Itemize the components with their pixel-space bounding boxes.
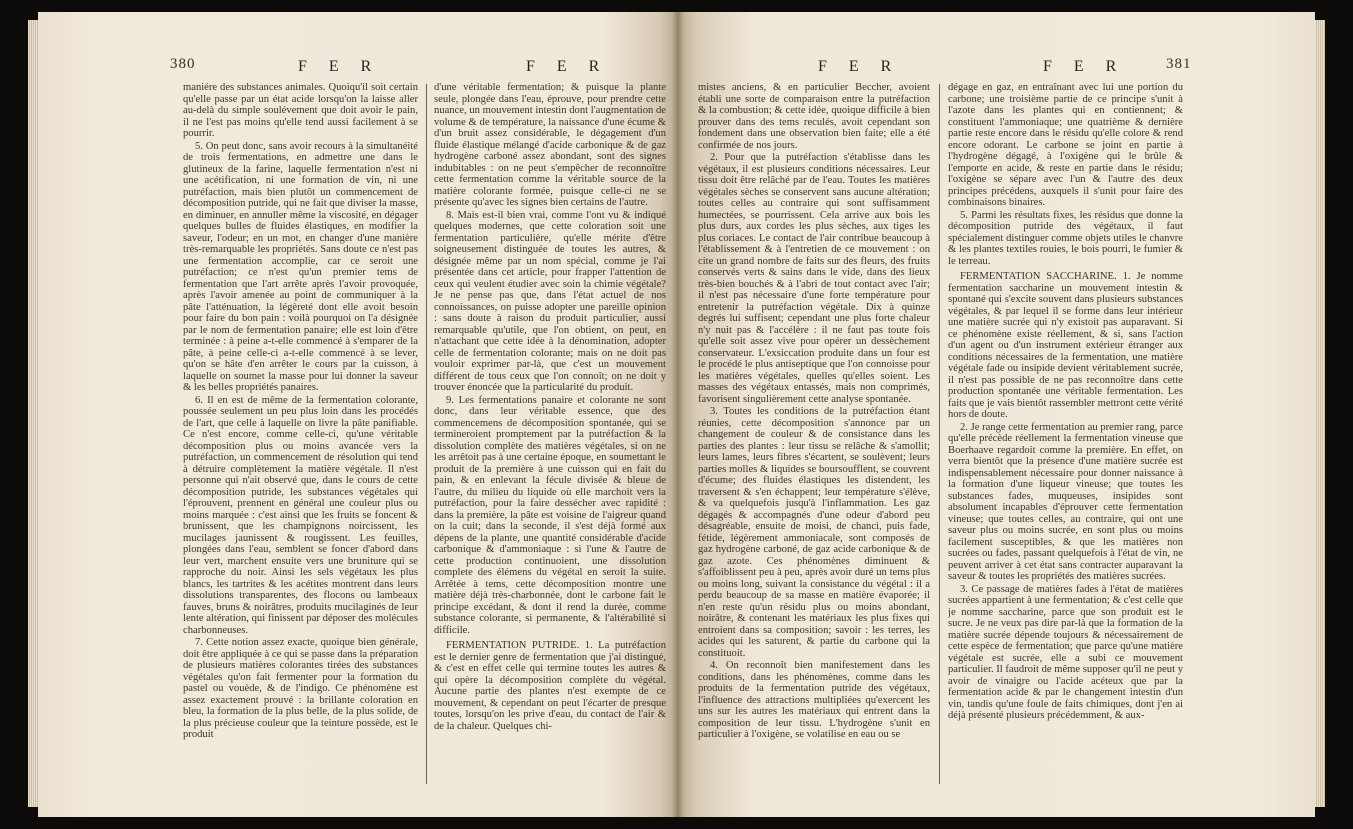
column-rule [939,84,940,784]
right-page-edges [1315,20,1325,807]
section-paragraph: FERMENTATION SACCHARINE. 1. Je nomme fermentation saccharine un mouvement intestin & spontané qui s'excite souvent dans plusieurs substances végétales, & par lequel il se forme dans leur intérieur une matière sucrée qui n'y existoit pas auparavant. Si ce phénomène existe réellement, & si, sans l'action d'un agent ou d'un instrument extérieur étranger aux conditions nécessaires de la fermentation, une matière végétale fade ou insipide devient véritablement sucrée, il n'est pas possible de ne pas reconnoître dans cette production spontanée une véritable fermentation. Les faits que je vais bientôt rassembler mettront cette vérité hors de doute. [948,271,1183,420]
paragraph: 2. Pour que la putréfaction s'établisse dans les végétaux, il est plusieurs conditions nécessaires. Leur tissu doit être relâché par de l'eau. Toutes les matières végétales sèches se conservent sans aucune altération; toutes celles au contraire qui sont suffisamment humectées, se pourrissent. Cela arrive aux bois les plus durs, aux cordes les plus sèches, aux tiges les plus coriaces. Le contact de l'air contribue beaucoup à l'établissement & à l'entretien de ce mouvement : on cite un grand nombre de faits sur des fleurs, des fruits conservés verts & sains dans le vide, dans des lieux très-bien bouchés & à l'abri de tout contact avec l'air; il n'est pas nécessaire d'une forte température pour entretenir la putréfaction végétale. Dix à quinze degrés lui suffisent; cependant une plus forte chaleur n'y nuit pas & l'accélère : il ne faut pas toute fois qu'elle soit assez vive pour opérer un dessèchement conservateur. L'exsiccation produite dans un four est le procédé le plus antiseptique que l'on connoisse pour les matières végétales, quelles qu'elles soient. Les masses des végétaux entassés, mais non comprimés, favorisent singulièrement cette analyse spontanée. [698,152,930,405]
paragraph: 4. On reconnoît bien manifestement dans les conditions, dans les phénomènes, comme dans les produits de la fermentation putride des végétaux, l'influence des attractions multipliées qu'exercent les uns sur les autres les matériaux qui entrent dans la composition de leur tissu. L'hydrogène s'unit en particulier à l'oxigène, se volatilise en eau ou se [698,660,930,740]
paragraph: 7. Cette notion assez exacte, quoique bien générale, doit être appliquée à ce qui se passe dans la préparation de plusieurs matières colorantes tirées des substances végétales qu'on fait fermenter pour la formation du pastel ou vouède, & de l'indigo. Ce phénomène est assez exactement prouvé : la brillante coloration en bleu, la formation de la plus belle, de la plus solide, de la plus précieuse couleur que la teinture possède, est le produit [183,637,418,740]
running-head: F E R [526,58,609,75]
open-book [28,12,1325,817]
text-column-1 [183,82,418,797]
paragraph: 5. On peut donc, sans avoir recours à la simultanéité de trois fermentations, en admettre une dans le glutineux de la farine, laquelle fermentation n'est ni une acétification, ni une formation de vin, ni une putréfaction, mais bien plutôt un commencement de décomposition putride, qui ne fait que diviser la masse, en diminuer, en annuller même la viscosité, en dégager quelques bulles de fluides élastiques, en modifier la saveur, l'odeur; en un mot, en changer d'une manière très-remarquable les propriétés. Sans doute ce n'est pas une fermentation accomplie, car ce seroit une putréfaction; ce n'est qu'un premier tems de fermentation que l'art arrête après l'avoir provoquée, après l'avoir amenée au point de communiquer à la pâte l'atténuation, la légèreté dont elle avoit besoin pour faire du bon pain : voilà pourquoi on l'a désignée par le nom de fermentation panaire; elle est loin d'être terminée : à peine a-t-elle commencé à s'emparer de la pâte, à peine celle-ci a-t-elle commencé à se lever, qu'on se hâte d'en arrêter le cours par la cuisson, à laquelle on soumet la masse pour lui donner la saveur & les belles propriétés panaires. [183,140,418,393]
paragraph: 8. Mais est-il bien vrai, comme l'ont vu & indiqué quelques modernes, que cette coloration soit une fermentation particulière, qu'elle mérite d'être soigneusement distinguée de toutes les autres, & désignée même par un nom spécial, comme je l'ai présentée dans cet article, pour frapper l'attention de ceux qui veulent étudier avec soin la chimie végétale? Je ne pense pas que, dans l'état actuel de nos connoissances, on puisse adopter une pareille opinion : sans doute à raison du produit particulier, aussi remarquable qu'utile, que l'on obtient, on peut, en n'attachant que cette idée à la dénomination, adopter celle de fermentation colorante; mais on ne doit pas vouloir exprimer par-là, que c'est un mouvement différent de tous ceux que l'on connoît; on ne doit y trouver énoncée que la particularité du produit. [434,209,666,393]
paragraph: maniére des substances animales. Quoiqu'il soit certain qu'elle passe par un état acide lorsqu'on la laisse aller au-delà du simple soulévement que doit avoir le pain, il ne l'est pas moins qu'elle tend aussi facilement à se pourrir. [183,82,418,139]
paragraph: 6. Il en est de même de la fermentation colorante, poussée seulement un peu plus loin dans les procédés de l'art, que celle à laquelle on livre la pâte panifiable. Ce n'est encore, comme celle-ci, qu'une véritable décomposition plus ou moins avancée vers la putréfaction, un commencement de résolution qui tend à détruire complètement la matière végétale. Il n'est personne qui n'ait observé que, dans le cours de cette décomposition putride, les substances végétales qui l'éprouvent, prennent en général une couleur plus ou moins marquée : c'est ainsi que les fruits se foncent & brunissent, que les champignons noircissent, les mucilages jaunissent & rougissent. Les feuilles, plongées dans l'eau, semblent se foncer d'abord dans leur vert, marchent ensuite vers une bruniture qui se rapproche du noir. Ainsi les sels végétaux les plus blancs, les tartrites & les acétites montrent dans leurs dissolutions transparentes, des flocons ou lambeaux fauves, bruns & noirâtres, produits mucilaginés de leur lente altération, qui finissent par déposer des molécules charbonneuses. [183,394,418,636]
text-column-1 [698,82,930,797]
paragraph: 5. Parmi les résultats fixes, les résidus que donne la décomposition putride des végétaux, il faut spécialement distinguer comme objets utiles le chanvre & les plantes textiles rouies, le bois pourri, le fumier & le terreau. [948,209,1183,267]
section-paragraph: FERMENTATION PUTRIDE. 1. La putréfaction est le dernier genre de fermentation que j'ai distingué, & c'est en effet celle qui termine toutes les autres & qui opère la décomposition complète du végétal. Aucune partie des plantes n'est exempte de ce mouvement, & cependant on peut l'écarter de presque toutes, lorsqu'on les prive d'eau, du contact de l'air & de la chaleur. Quelques chi- [434,640,666,732]
right-page [678,12,1315,817]
left-page-edges [28,20,38,807]
text-column-2 [948,82,1183,797]
text-column-2 [434,82,666,797]
paragraph: 3. Toutes les conditions de la putréfaction étant réunies, cette décomposition s'annonce par un changement de couleur & de consistance dans les parties des plantes : leur tissu se relâche & s'amollit; leurs lames, leurs fibres s'écartent, se soulèvent; leurs parties molles & liquides se boursoufflent, se couvrent d'écume; des fluides élastiques les distendent, les traversent & s'en échappent; leur température s'élève, & va quelquefois jusqu'à l'inflammation. Les gaz dégagés & accompagnés d'une odeur d'abord peu désagréable, ensuite de moisi, de chanci, puis fade, fétide, légèrement ammoniacale, sont composés de gaz hydrogène carboné, de gaz acide carbonique & de gaz azote. Ces phénomènes diminuent & s'affoiblissent peu à peu, après avoir duré un tems plus ou moins long, suivant la consistance du végétal : il a perdu beaucoup de sa masse en matière évaporée; il n'en reste qu'un résidu plus ou moins abondant, noirâtre, & contenant les matériaux les plus fixes qui entroient dans sa composition; savoir : les terres, les acides qui les saturent, & partie du carbone qui la constituoit. [698,406,930,659]
paragraph: dégage en gaz, en entraînant avec lui une portion du carbone; une troisième partie de ce principe s'unit à l'azote dans les plantes qui en contiennent; & constituent l'ammoniaque; une quatrième & dernière partie reste encore dans le résidu qu'elle colore & rend encore odorant. Le carbone se joint en partie à l'hydrogène dégagé, à l'oxigène qui le brûle & l'emporte en acide, & reste en partie dans le résidu; l'oxigène se sépare avec l'un & l'autre des deux principes précédens, auxquels il s'unit pour faire des combinaisons binaires. [948,82,1183,208]
column-rule [426,84,427,784]
running-head: F E R [818,58,901,75]
book-gutter [672,12,684,817]
page-number: 380 [170,56,196,72]
paragraph: 9. Les fermentations panaire et colorante ne sont donc, dans leur véritable essence, que des commencemens de décomposition spontanée, qui se termineroient promptement par la putréfaction & la dissolution complète des matières végétales, si on ne les arrêtoit pas à une certaine époque, en soumettant le produit de la première à une cuisson qui en fait du pain, & en enlevant la fécule divisée & bleue de l'autre, du milieu du liquide où elle marchoit vers la putréfaction, pour la faire dessécher avec rapidité : dans la première, la pâte est voisine de l'aigreur quand on la cuit; dans la seconde, il s'est déjà formé aux dépens de la plante, une quantité considérable d'acide carbonique & d'ammoniaque : si l'une & l'autre de cette production continuoient, une dissolution complete des élémens du végétal en seroit la suite. Arrêtée à tems, cette décomposition montre une matière déjà très-charbonnée, dont le carbone fait le principe excédant, & dont il rend la durée, comme substance colorante, si permanente, & l'altérabilité si difficile. [434,394,666,636]
page-number: 381 [1166,56,1192,72]
left-page [38,12,678,817]
paragraph: 2. Je range cette fermentation au premier rang, parce qu'elle précède réellement la fermentation vineuse que Boerhaave regardoit comme la première. En effet, on verra bientôt que la présence d'une matière sucrée est indispensablement nécessaire pour donner naissance à la formation d'une liqueur vineuse; que toutes les substances fades, muqueuses, insipides sont absolument incapables d'éprouver cette fermentation vineuse; que toutes celles, au contraire, qui ont une saveur plus ou moins sucrée, en sont plus ou moins facilement susceptibles, & que les matières non sucrées ou fades, passant quelquefois à l'état de vin, ne peuvent arriver à cet état sans contracter auparavant la saveur & toutes les propriétés des matières sucrées. [948,421,1183,582]
paragraph: 3. Ce passage de matières fades à l'état de matières sucrées appartient à une fermentation; & c'est celle que je nomme saccharine, parce que son produit est le sucre. Je ne veux pas dire par-là que la formation de la matière sucrée dépende toujours & nécessairement de cette espèce de fermentation; que parce qu'une matière végétale est sucrée, elle a subi ce mouvement particulier. Il faudroit de même supposer qu'il ne peut y avoir de vinaigre ou l'acide acéteux que par la fermentation acide & par le changement intestin d'un vin, tandis qu'une foule de faits chimiques, dont j'en ai déjà présenté plusieurs précédemment, & aux- [948,583,1183,721]
running-head: F E R [298,58,381,75]
paragraph: mistes anciens, & en particulier Beccher, avoient établi une sorte de comparaison entre la putréfaction & la combustion; & cette idée, quoique difficile à bien prouver dans des tems reculés, avoit cependant son fondement dans une observation bien faite; elle a été confirmée de nos jours. [698,82,930,151]
running-head: F E R [1043,58,1126,75]
paragraph: d'une véritable fermentation; & puisque la plante seule, plongée dans l'eau, éprouve, pour prendre cette nuance, un mouvement intestin dont l'augmentation de volume & de température, la naissance d'une écume & d'un bruit assez considérable, le dégagement d'un fluide élastique mélangé d'acide carbonique & de gaz hydrogène carboné assez abondant, sont des signes indubitables : on ne peut s'empêcher de reconnoître cette fermentation comme la véritable source de la matière colorante formée, puisque celle-ci ne se présente qu'avec les signes bien certains de l'autre. [434,82,666,208]
